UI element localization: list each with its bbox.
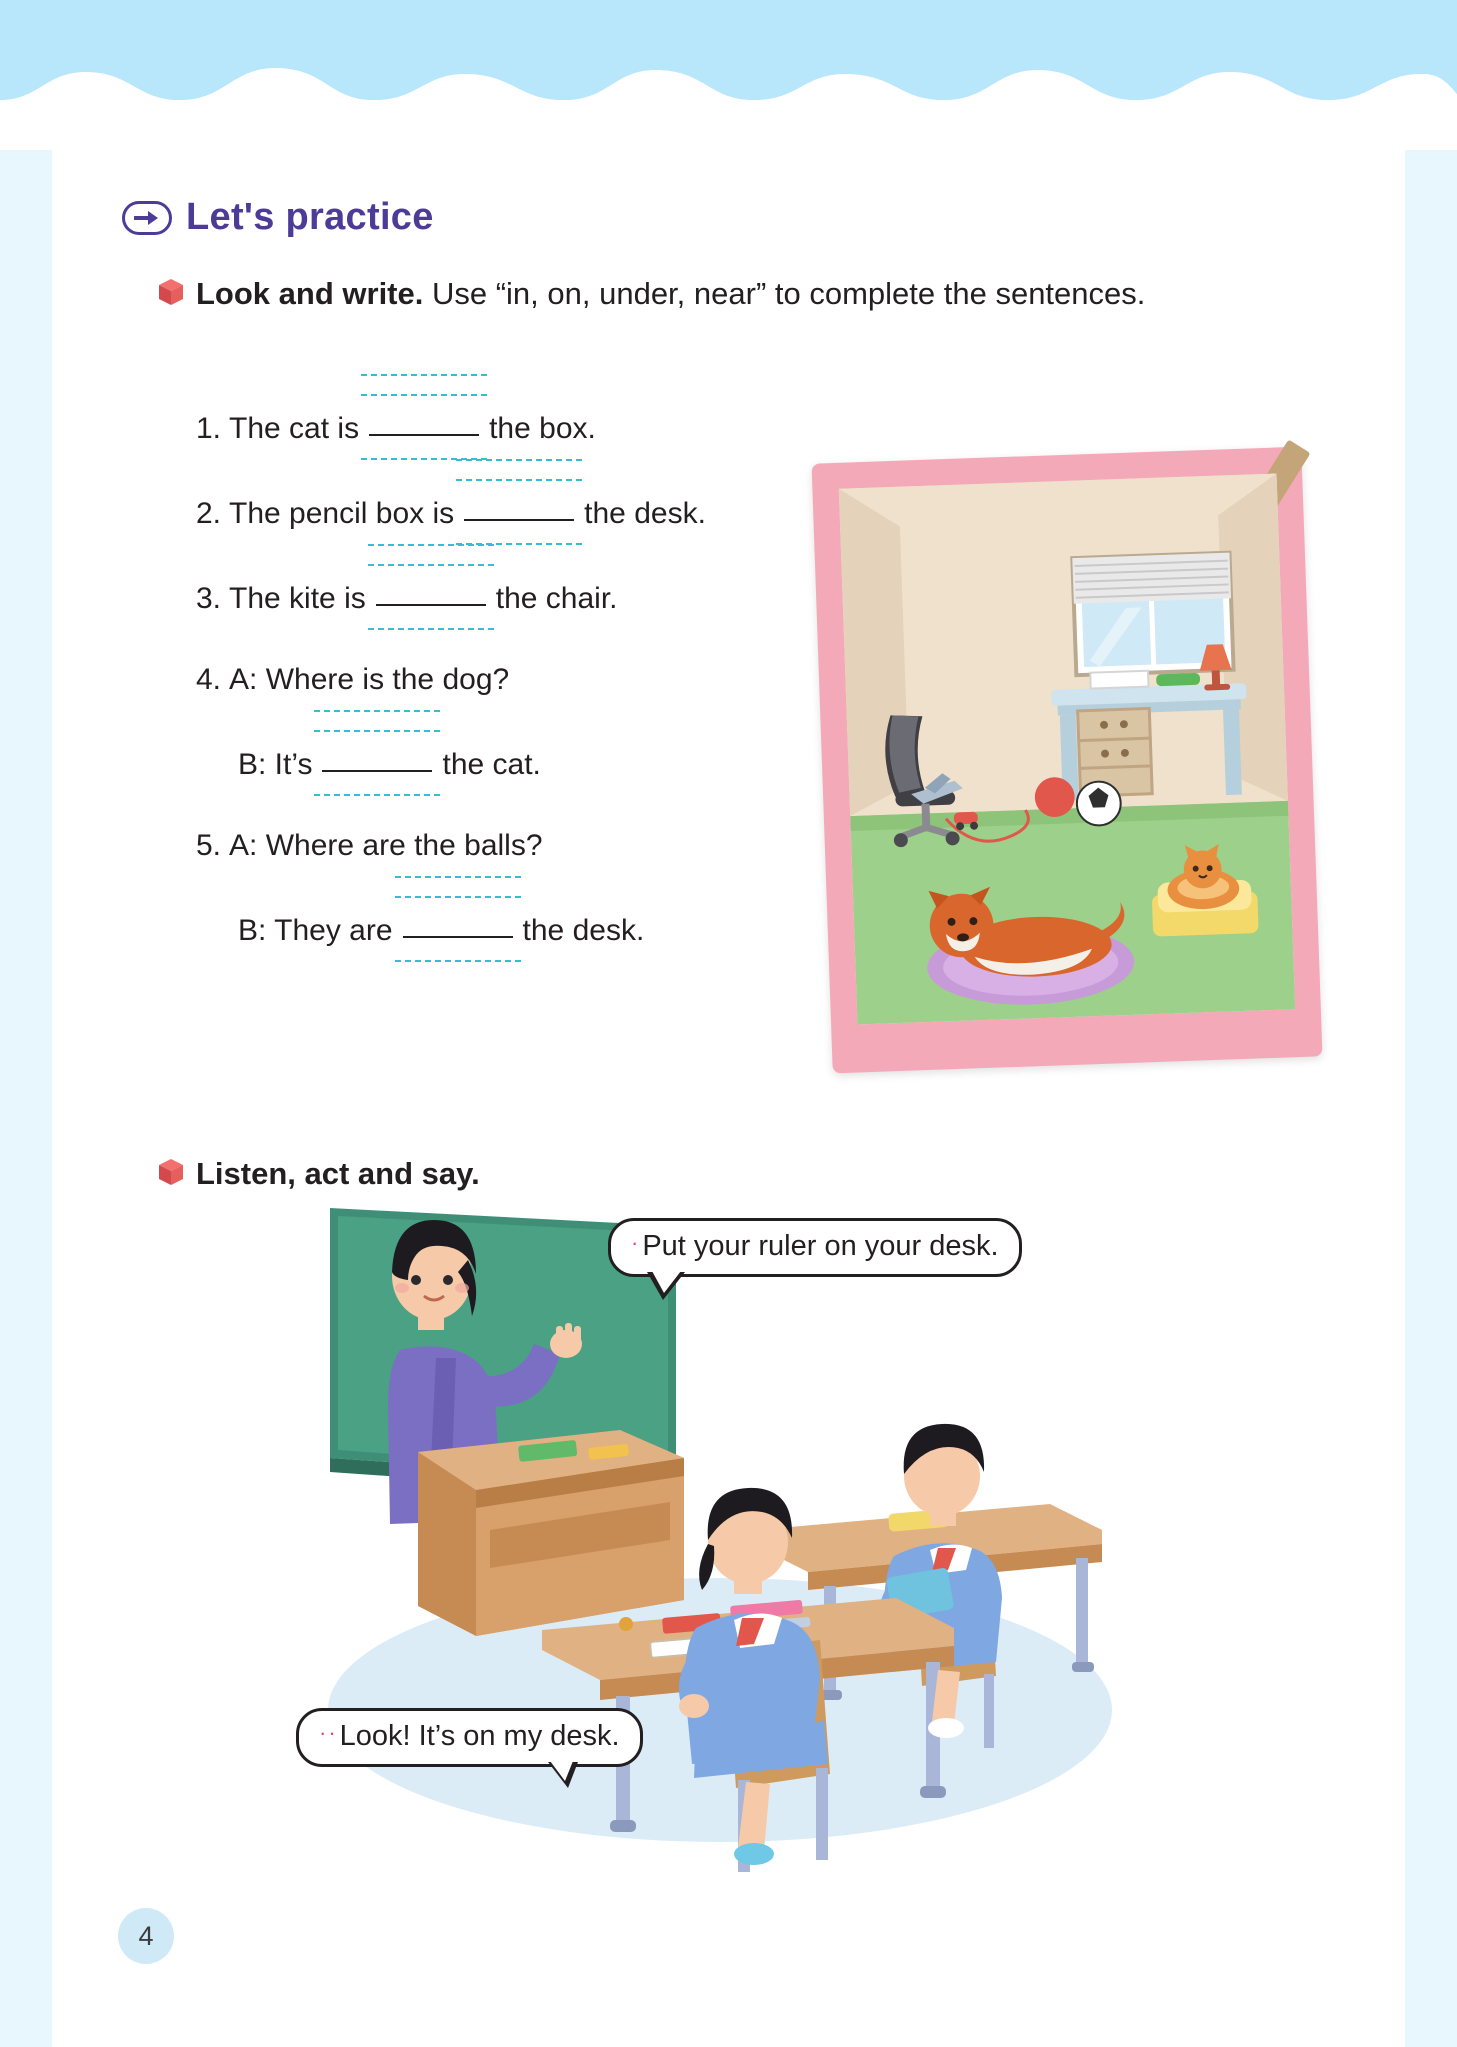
exercise-number: 1. bbox=[196, 412, 222, 445]
guide-line-mid bbox=[456, 479, 582, 481]
exercise-item-5-question bbox=[196, 829, 916, 863]
writing-line bbox=[369, 434, 479, 436]
guide-line-top bbox=[395, 876, 521, 878]
top-decorative-band bbox=[0, 0, 1457, 150]
exercise-text-before: The pencil box is bbox=[229, 497, 455, 530]
exercise-text-after: the desk. bbox=[584, 497, 706, 530]
exercise-text-before: A: Where are the balls? bbox=[229, 829, 543, 862]
exercise-item-1 bbox=[196, 408, 916, 446]
guide-line-mid bbox=[368, 564, 494, 566]
task-instruction bbox=[196, 272, 1145, 316]
exercise-text-before: B: They are bbox=[238, 914, 393, 947]
exercise-item-4-answer bbox=[196, 744, 916, 782]
answer-blank-4[interactable] bbox=[322, 744, 432, 774]
task-instruction-bold: Listen, act and say. bbox=[196, 1156, 480, 1191]
guide-line-bottom bbox=[395, 960, 521, 962]
exercise-item-2 bbox=[196, 493, 916, 531]
exercise-item-3 bbox=[196, 578, 916, 616]
arrow-right-icon bbox=[122, 201, 172, 235]
exercise-text-after: the cat. bbox=[442, 748, 541, 781]
exercise-text-before: A: Where is the dog? bbox=[229, 663, 510, 696]
cube-icon bbox=[158, 1158, 184, 1191]
task-instruction bbox=[196, 1152, 480, 1196]
guide-line-mid bbox=[395, 896, 521, 898]
cloud-wave-shape bbox=[0, 60, 1457, 150]
exercise-number: 4. bbox=[196, 663, 222, 696]
writing-line bbox=[376, 604, 486, 606]
exercise-text-before: B: It’s bbox=[238, 748, 313, 781]
guide-line-top bbox=[368, 544, 494, 546]
exercise-text-after: the desk. bbox=[522, 914, 645, 947]
exercise-text-after: the chair. bbox=[495, 582, 618, 615]
bedroom-photo bbox=[822, 455, 1312, 1065]
exercise-number: 3. bbox=[196, 582, 222, 615]
guide-line-mid bbox=[314, 730, 440, 732]
exercise-text-before: The cat is bbox=[229, 412, 360, 445]
exercise-text-after: the box. bbox=[489, 412, 596, 445]
cube-icon bbox=[158, 278, 184, 311]
guide-line-top bbox=[314, 710, 440, 712]
exercise-item-4-question bbox=[196, 663, 916, 697]
exercise-number: 5. bbox=[196, 829, 222, 862]
right-margin-band bbox=[1405, 0, 1457, 2047]
exercise-item-5-answer bbox=[196, 910, 916, 948]
guide-line-mid bbox=[361, 394, 487, 396]
guide-line-bottom bbox=[368, 628, 494, 630]
writing-line bbox=[322, 770, 432, 772]
speech-dot-teacher: · bbox=[631, 1230, 641, 1255]
guide-line-top bbox=[361, 374, 487, 376]
writing-line bbox=[403, 936, 513, 938]
task-look-and-write bbox=[158, 272, 1288, 316]
task-listen-act-say bbox=[158, 1152, 480, 1196]
writing-line bbox=[464, 519, 574, 521]
speech-text-teacher: Put your ruler on your desk. bbox=[642, 1230, 999, 1262]
task-instruction-rest: Use “in, on, under, near” to complete the sentences. bbox=[423, 276, 1146, 311]
exercise-text-before: The kite is bbox=[229, 582, 366, 615]
page-number: 4 bbox=[118, 1908, 174, 1964]
speech-dot-student: ·· bbox=[319, 1720, 338, 1745]
answer-blank-2[interactable] bbox=[464, 493, 574, 523]
photo-illustration bbox=[839, 474, 1295, 1025]
answer-blank-5[interactable] bbox=[403, 910, 513, 940]
left-margin-band bbox=[0, 0, 52, 2047]
speech-bubble-student bbox=[296, 1708, 643, 1767]
exercise-number: 2. bbox=[196, 497, 222, 530]
answer-blank-1[interactable] bbox=[369, 408, 479, 438]
exercise-list bbox=[196, 408, 916, 995]
speech-bubble-teacher bbox=[608, 1218, 1022, 1277]
answer-blank-3[interactable] bbox=[376, 578, 486, 608]
guide-line-bottom bbox=[314, 794, 440, 796]
section-heading bbox=[122, 196, 434, 239]
task-instruction-bold: Look and write. bbox=[196, 276, 424, 311]
speech-text-student: Look! It’s on my desk. bbox=[339, 1720, 620, 1752]
classroom-illustration bbox=[290, 1200, 1170, 1880]
page-title: Let's practice bbox=[186, 196, 434, 238]
guide-line-top bbox=[456, 459, 582, 461]
